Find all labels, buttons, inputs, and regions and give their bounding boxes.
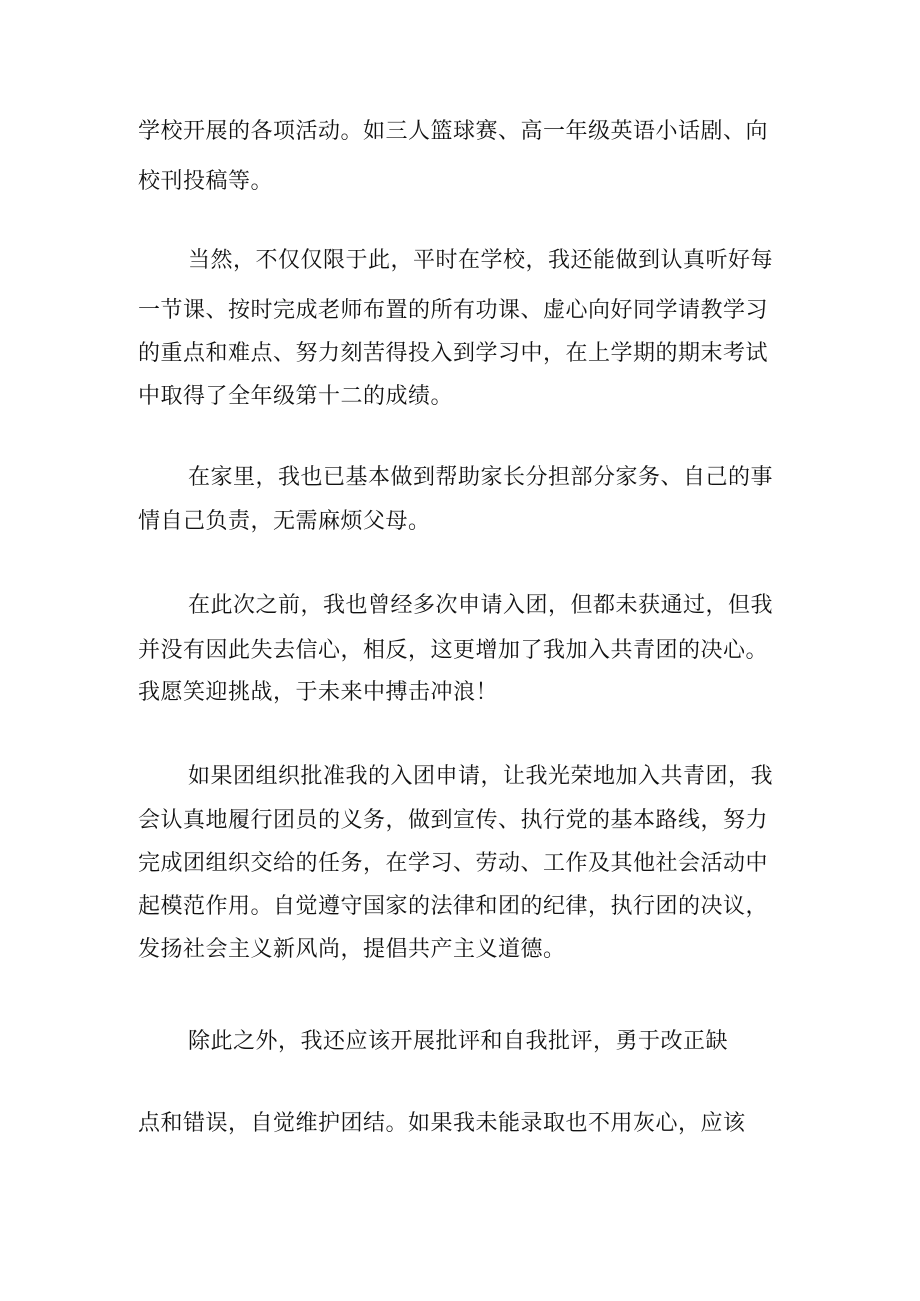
text-line: 发扬社会主义新风尚，提倡共产主义道德。 (138, 937, 566, 962)
text-line: 在此次之前，我也曾经多次申请入团，但都未获通过，但我 (188, 593, 774, 618)
text-line: 完成团组织交给的任务，在学习、劳动、工作及其他社会活动中 (138, 851, 769, 876)
text-line: 会认真地履行团员的义务，做到宣传、执行党的基本路线，努力 (138, 808, 769, 833)
text-line: 在家里，我也已基本做到帮助家长分担部分家务、自己的事 (188, 465, 774, 490)
text-line: 如果团组织批准我的入团申请，让我光荣地加入共青团，我 (188, 764, 774, 789)
text-line: 并没有因此失去信心，相反，这更增加了我加入共青团的决心。 (138, 638, 769, 663)
text-line: 学校开展的各项活动。如三人篮球赛、高一年级英语小话剧、向 (138, 119, 769, 144)
text-line: 一节课、按时完成老师布置的所有功课、虚心向好同学请教学习 (138, 298, 769, 323)
text-line: 情自己负责，无需麻烦父母。 (138, 509, 431, 534)
text-line: 点和错误，自觉维护团结。如果我未能录取也不用灰心，应该 (138, 1111, 746, 1136)
text-line: 的重点和难点、努力刻苦得投入到学习中，在上学期的期末考试 (138, 341, 769, 366)
text-line: 起模范作用。自觉遵守国家的法律和团的纪律，执行团的决议， (138, 894, 769, 919)
text-line: 除此之外，我还应该开展批评和自我批评，勇于改正缺 (188, 1029, 729, 1054)
text-line: 校刊投稿等。 (138, 169, 274, 194)
text-line: 我愿笑迎挑战，于未来中搏击冲浪！ (138, 680, 499, 705)
text-line: 当然，不仅仅限于此，平时在学校，我还能做到认真听好每 (188, 248, 774, 273)
text-line: 中取得了全年级第十二的成绩。 (138, 384, 454, 409)
